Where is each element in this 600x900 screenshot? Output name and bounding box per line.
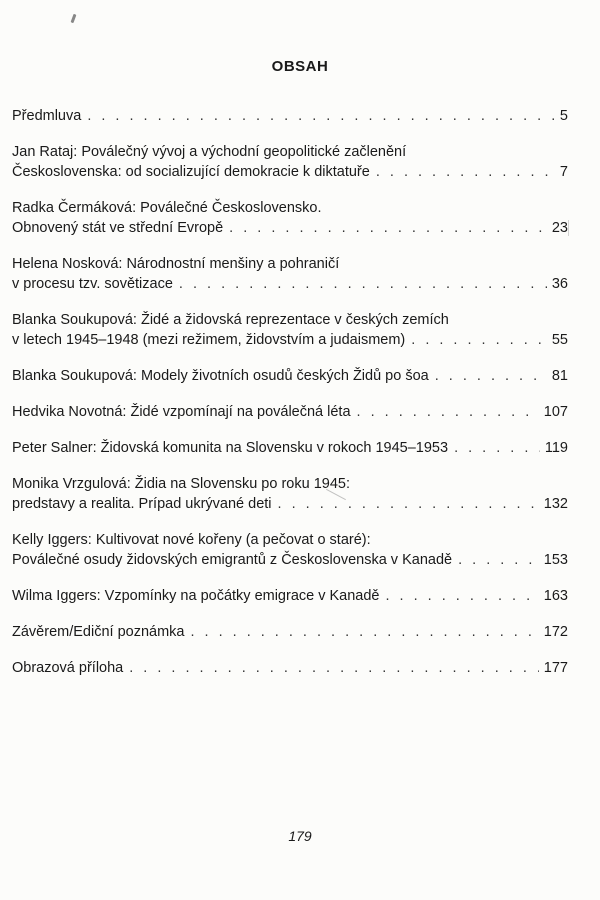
toc-entry	[12, 366, 568, 386]
toc-entry-title: Monika Vrzgulová: Židia na Slovensku po roku 1945:	[12, 476, 350, 492]
toc-entry	[12, 586, 568, 606]
toc-page-number: 107	[543, 404, 568, 420]
toc-entry-title: Blanka Soukupová: Modely životních osudů českých Židů po šoa	[12, 368, 429, 384]
dot-leader	[190, 622, 538, 642]
toc-entry	[12, 106, 568, 126]
dot-leader	[458, 550, 539, 570]
toc-entry	[12, 254, 568, 294]
toc-page-number: 153	[543, 552, 568, 568]
toc-entry-title: Poválečné osudy židovských emigrantů z Československa v Kanadě	[12, 552, 453, 568]
toc-entry	[12, 142, 568, 182]
toc-page-number: 23	[551, 220, 568, 236]
toc-entry-title: Kelly Iggers: Kultivovat nové kořeny (a pečovat o staré):	[12, 532, 371, 548]
dot-leader	[229, 218, 547, 238]
toc-entry	[12, 310, 568, 350]
dot-leader	[129, 658, 539, 678]
toc-entry-title: Jan Rataj: Poválečný vývoj a východní geopolitické začlenění	[12, 144, 407, 160]
toc-entry	[12, 530, 568, 570]
toc-page-number: 5	[559, 108, 568, 124]
toc-entry-title: Závěrem/Ediční poznámka	[12, 624, 185, 640]
toc-entry	[12, 658, 568, 678]
toc-entry-title: Blanka Soukupová: Židé a židovská reprezentace v českých zemích	[12, 312, 449, 328]
toc-page-number: 163	[543, 588, 568, 604]
toc-page-number: 172	[543, 624, 568, 640]
dot-leader	[278, 494, 539, 514]
dot-leader	[435, 366, 547, 386]
dot-leader	[411, 330, 547, 350]
dot-leader	[357, 402, 539, 422]
toc-entry-title: v letech 1945–1948 (mezi režimem, židovstvím a judaismem)	[12, 332, 406, 348]
toc-entry-title: Předmluva	[12, 108, 82, 124]
page-number: 179	[288, 828, 312, 844]
toc-entry-title: Radka Čermáková: Poválečné Československo.	[12, 200, 322, 216]
toc-entry-title: Wilma Iggers: Vzpomínky na počátky emigrace v Kanadě	[12, 588, 380, 604]
toc-page-number: 132	[543, 496, 568, 512]
toc-entry-title: v procesu tzv. sovětizace	[12, 276, 173, 292]
toc-entry-title: Peter Salner: Židovská komunita na Slovensku v rokoch 1945–1953	[12, 440, 449, 456]
toc-entry	[12, 402, 568, 422]
toc-entry	[12, 198, 568, 238]
toc-page-number: 7	[559, 164, 568, 180]
toc-page-number: 119	[544, 440, 568, 456]
toc-entry	[12, 622, 568, 642]
dot-leader	[87, 106, 555, 126]
toc-entry-title: Obnovený stát ve střední Evropě	[12, 220, 224, 236]
toc-page-number: 36	[551, 276, 568, 292]
toc-page-number: 81	[551, 368, 568, 384]
toc-entry-title: predstavy a realita. Prípad ukrývané deti	[12, 496, 272, 512]
toc-entry-title: Obrazová příloha	[12, 660, 124, 676]
toc-entry-title: Hedvika Novotná: Židé vzpomínají na poválečná léta	[12, 404, 351, 420]
dot-leader	[376, 162, 555, 182]
toc-entry	[12, 474, 568, 514]
toc-page-number: 177	[543, 660, 568, 676]
toc-page-number: 55	[551, 332, 568, 348]
table-of-contents	[12, 106, 568, 694]
pen-mark	[71, 14, 77, 23]
page-title: OBSAH	[271, 58, 329, 75]
toc-entry-title: Helena Nosková: Národnostní menšiny a pohraničí	[12, 256, 340, 272]
dot-leader	[454, 438, 540, 458]
pen-mark	[568, 220, 569, 236]
dot-leader	[179, 274, 547, 294]
toc-entry	[12, 438, 568, 458]
toc-entry-title: Československa: od socializující demokracie k diktatuře	[12, 164, 370, 180]
dot-leader	[386, 586, 539, 606]
